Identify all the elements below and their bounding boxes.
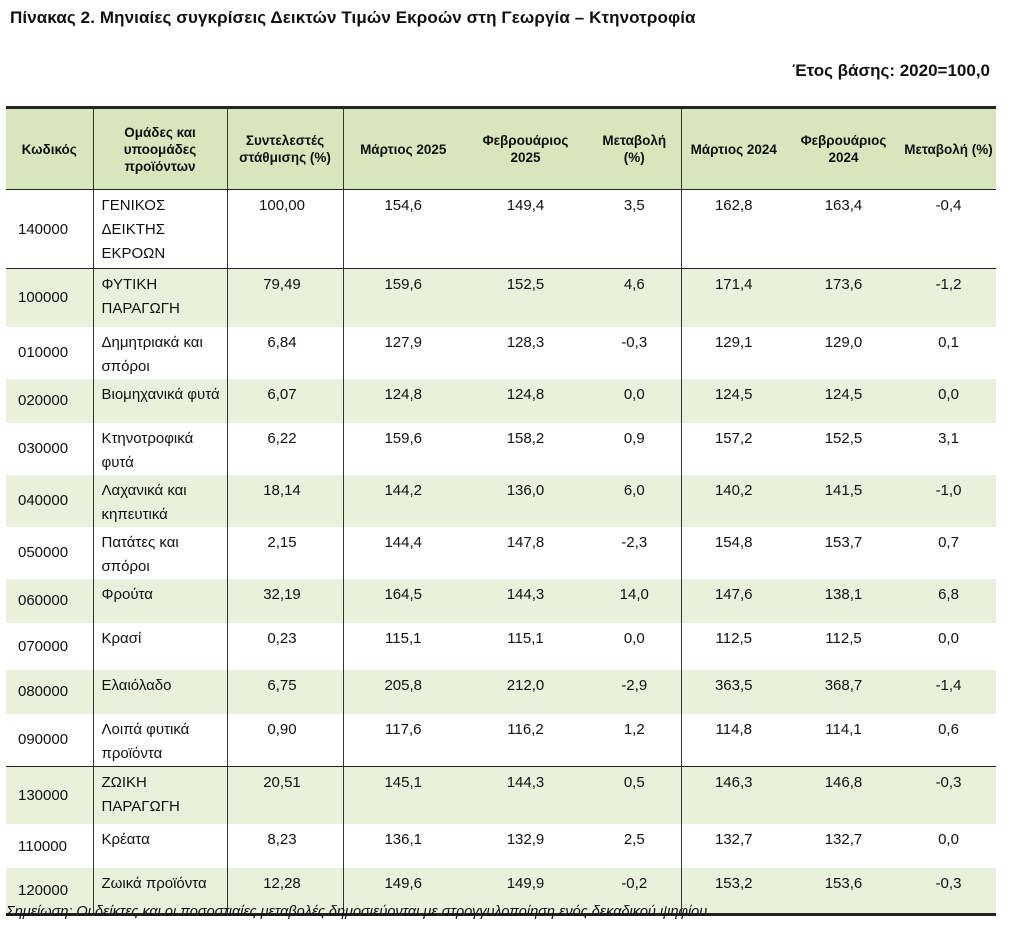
cell-weight: 12,28 bbox=[227, 868, 343, 914]
table-row bbox=[6, 714, 996, 767]
cell-mar2024: 147,6 bbox=[681, 579, 786, 623]
cell-chg2025: -2,3 bbox=[588, 527, 681, 579]
cell-weight: 6,07 bbox=[227, 379, 343, 423]
cell-feb2024: 173,6 bbox=[786, 269, 901, 327]
header-chg2024: Μεταβολή (%) bbox=[901, 108, 996, 190]
cell-feb2025: 132,9 bbox=[506, 831, 545, 848]
cell-feb2024: 138,1 bbox=[786, 579, 901, 623]
cell-group: ΓΕΝΙΚΟΣ ΔΕΙΚΤΗΣ ΕΚΡΟΩΝ bbox=[93, 190, 227, 269]
cell-code: 070000 bbox=[6, 623, 93, 670]
header-code: Κωδικός bbox=[6, 108, 93, 190]
cell-chg2024: 0,7 bbox=[938, 533, 959, 551]
cell-weight: 6,84 bbox=[227, 327, 343, 379]
cell-code: 050000 bbox=[6, 527, 93, 579]
cell-code: 140000 bbox=[6, 190, 93, 269]
cell-code: 030000 bbox=[6, 423, 93, 475]
cell-feb2024: 146,8 bbox=[786, 766, 901, 824]
cell-mar2024: 124,5 bbox=[681, 379, 786, 423]
header-row bbox=[6, 108, 996, 190]
cell-feb2024: 129,0 bbox=[824, 333, 863, 351]
cell-feb2024: 152,5 bbox=[824, 429, 863, 447]
table-row bbox=[6, 190, 996, 269]
cell-chg2024: -0,4 bbox=[935, 197, 962, 214]
cell-feb2024: 114,1 bbox=[825, 720, 862, 738]
cell-chg2024: 0,6 bbox=[938, 720, 959, 738]
cell-code: 110000 bbox=[6, 824, 93, 868]
cell-code: 120000 bbox=[6, 868, 93, 914]
cell-mar2024: 146,3 bbox=[681, 766, 786, 824]
cell-mar2025: 136,1 bbox=[384, 831, 423, 848]
cell-weight: 2,15 bbox=[227, 527, 343, 579]
cell-feb2025: 124,8 bbox=[463, 379, 588, 423]
base-year-label: Έτος βάσης: 2020=100,0 bbox=[792, 61, 990, 80]
cell-mar2025: 159,6 bbox=[384, 429, 423, 447]
cell-code: 060000 bbox=[6, 579, 93, 623]
cell-chg2025: 3,5 bbox=[588, 190, 681, 269]
cell-feb2025: 149,4 bbox=[506, 197, 545, 214]
cell-chg2024: -1,4 bbox=[901, 670, 996, 714]
cell-feb2024: 112,5 bbox=[825, 629, 862, 647]
header-chg2025: Μεταβολή (%) bbox=[588, 108, 681, 190]
cell-mar2025: 205,8 bbox=[343, 670, 463, 714]
footnote: Σημείωση: Οι δείκτες και οι ποσοστιαίες μεταβολές δημοσιεύονται με στρογγυλοποίηση ενός δεκαδικού ψηφίου. bbox=[6, 904, 712, 920]
cell-chg2025: 1,2 bbox=[588, 714, 681, 767]
header-mar2024: Μάρτιος 2024 bbox=[681, 108, 786, 190]
cell-mar2025: 145,1 bbox=[343, 766, 463, 824]
header-feb2025: Φεβρουάριος 2025 bbox=[463, 108, 588, 190]
cell-code: 130000 bbox=[6, 766, 93, 824]
cell-mar2025: 127,9 bbox=[384, 333, 423, 351]
cell-chg2025: 4,6 bbox=[588, 269, 681, 327]
cell-mar2025: 144,4 bbox=[384, 533, 423, 551]
cell-weight: 8,23 bbox=[227, 824, 343, 868]
cell-weight: 6,75 bbox=[227, 670, 343, 714]
table-row bbox=[6, 623, 996, 670]
cell-feb2025: 128,3 bbox=[506, 333, 545, 351]
cell-weight: 79,49 bbox=[227, 269, 343, 327]
cell-mar2025: 149,6 bbox=[343, 868, 463, 914]
cell-weight: 0,90 bbox=[227, 714, 343, 767]
cell-mar2025: 164,5 bbox=[343, 579, 463, 623]
table-body bbox=[6, 190, 996, 915]
cell-mar2024: 162,8 bbox=[714, 197, 753, 214]
cell-group: Βιομηχανικά φυτά bbox=[93, 379, 227, 423]
cell-mar2025: 124,8 bbox=[343, 379, 463, 423]
cell-mar2024: 129,1 bbox=[714, 333, 753, 351]
cell-chg2024: -1,0 bbox=[901, 475, 996, 527]
cell-group: Φρούτα bbox=[93, 579, 227, 623]
cell-group: Δημητριακά και σπόροι bbox=[93, 327, 227, 379]
cell-group: ΖΩΙΚΗ ΠΑΡΑΓΩΓΗ bbox=[93, 766, 227, 824]
cell-code: 090000 bbox=[6, 714, 93, 767]
cell-chg2024: -0,3 bbox=[901, 868, 996, 914]
cell-feb2025: 115,1 bbox=[507, 629, 544, 647]
cell-chg2025: -2,9 bbox=[588, 670, 681, 714]
cell-mar2024: 153,2 bbox=[681, 868, 786, 914]
cell-mar2025: 154,6 bbox=[384, 197, 423, 214]
cell-chg2025: -0,3 bbox=[588, 327, 681, 379]
header-group: Ομάδες και υποομάδες προϊόντων bbox=[93, 108, 227, 190]
cell-feb2024: 124,5 bbox=[786, 379, 901, 423]
table-row bbox=[6, 670, 996, 714]
table-row bbox=[6, 579, 996, 623]
cell-group: Κτηνοτροφικά φυτά bbox=[93, 423, 227, 475]
cell-feb2025: 147,8 bbox=[506, 533, 545, 551]
cell-mar2024: 140,2 bbox=[681, 475, 786, 527]
cell-group: Κρασί bbox=[93, 623, 227, 670]
cell-feb2025: 149,9 bbox=[463, 868, 588, 914]
cell-chg2025: 0,0 bbox=[588, 623, 681, 670]
cell-feb2025: 158,2 bbox=[506, 429, 545, 447]
cell-feb2024: 368,7 bbox=[786, 670, 901, 714]
cell-mar2024: 157,2 bbox=[714, 429, 753, 447]
cell-chg2025: 0,9 bbox=[588, 423, 681, 475]
cell-chg2024: 6,8 bbox=[901, 579, 996, 623]
cell-weight: 20,51 bbox=[227, 766, 343, 824]
header-feb2024: Φεβρουάριος 2024 bbox=[786, 108, 901, 190]
cell-feb2024: 141,5 bbox=[786, 475, 901, 527]
cell-chg2025: 2,5 bbox=[588, 824, 681, 868]
cell-weight: 6,22 bbox=[227, 423, 343, 475]
header-mar2025: Μάρτιος 2025 bbox=[343, 108, 463, 190]
cell-chg2024: 0,1 bbox=[938, 333, 959, 351]
cell-weight: 100,00 bbox=[227, 190, 343, 269]
cell-chg2024: 0,0 bbox=[938, 629, 959, 647]
cell-feb2025: 116,2 bbox=[507, 720, 544, 738]
price-index-table bbox=[6, 106, 996, 916]
cell-code: 010000 bbox=[6, 327, 93, 379]
cell-chg2025: -0,2 bbox=[588, 868, 681, 914]
cell-weight: 0,23 bbox=[227, 623, 343, 670]
cell-code: 020000 bbox=[6, 379, 93, 423]
cell-chg2025: 0,5 bbox=[588, 766, 681, 824]
cell-chg2025: 6,0 bbox=[588, 475, 681, 527]
cell-feb2024: 153,6 bbox=[786, 868, 901, 914]
cell-feb2025: 136,0 bbox=[463, 475, 588, 527]
table-row bbox=[6, 269, 996, 327]
cell-feb2025: 152,5 bbox=[463, 269, 588, 327]
cell-group: Λαχανικά και κηπευτικά bbox=[93, 475, 227, 527]
cell-group: ΦΥΤΙΚΗ ΠΑΡΑΓΩΓΗ bbox=[93, 269, 227, 327]
cell-chg2024: 3,1 bbox=[938, 429, 959, 447]
cell-mar2025: 144,2 bbox=[343, 475, 463, 527]
cell-chg2024: -1,2 bbox=[901, 269, 996, 327]
table-row bbox=[6, 824, 996, 868]
cell-code: 100000 bbox=[6, 269, 93, 327]
cell-code: 040000 bbox=[6, 475, 93, 527]
cell-chg2025: 0,0 bbox=[588, 379, 681, 423]
table-row bbox=[6, 766, 996, 824]
cell-group: Ελαιόλαδο bbox=[93, 670, 227, 714]
cell-group: Ζωικά προϊόντα bbox=[93, 868, 227, 914]
cell-chg2025: 14,0 bbox=[588, 579, 681, 623]
cell-weight: 32,19 bbox=[227, 579, 343, 623]
cell-feb2024: 132,7 bbox=[824, 831, 863, 848]
cell-chg2024: -0,3 bbox=[901, 766, 996, 824]
cell-feb2025: 144,3 bbox=[463, 579, 588, 623]
table-row bbox=[6, 475, 996, 527]
cell-feb2025: 212,0 bbox=[463, 670, 588, 714]
cell-mar2025: 159,6 bbox=[343, 269, 463, 327]
cell-code: 080000 bbox=[6, 670, 93, 714]
cell-group: Πατάτες και σπόροι bbox=[93, 527, 227, 579]
cell-feb2024: 153,7 bbox=[824, 533, 863, 551]
cell-mar2024: 171,4 bbox=[681, 269, 786, 327]
cell-mar2024: 132,7 bbox=[714, 831, 753, 848]
cell-group: Λοιπά φυτικά προϊόντα bbox=[93, 714, 227, 767]
cell-group: Κρέατα bbox=[93, 824, 227, 868]
cell-chg2024: 0,0 bbox=[938, 831, 959, 848]
table-row bbox=[6, 527, 996, 579]
cell-mar2025: 115,1 bbox=[385, 629, 422, 647]
cell-feb2024: 163,4 bbox=[824, 197, 863, 214]
cell-mar2024: 114,8 bbox=[715, 720, 752, 738]
cell-weight: 18,14 bbox=[227, 475, 343, 527]
table-title: Πίνακας 2. Μηνιαίες συγκρίσεις Δεικτών Τιμών Εκροών στη Γεωργία – Κτηνοτροφία bbox=[10, 8, 696, 27]
cell-mar2024: 154,8 bbox=[714, 533, 753, 551]
cell-mar2024: 112,5 bbox=[715, 629, 752, 647]
cell-chg2024: 0,0 bbox=[901, 379, 996, 423]
header-weight: Συντελεστές στάθμισης (%) bbox=[227, 108, 343, 190]
cell-mar2025: 117,6 bbox=[385, 720, 422, 738]
table-row bbox=[6, 423, 996, 475]
table-row bbox=[6, 379, 996, 423]
cell-feb2025: 144,3 bbox=[463, 766, 588, 824]
table-row bbox=[6, 327, 996, 379]
cell-mar2024: 363,5 bbox=[681, 670, 786, 714]
